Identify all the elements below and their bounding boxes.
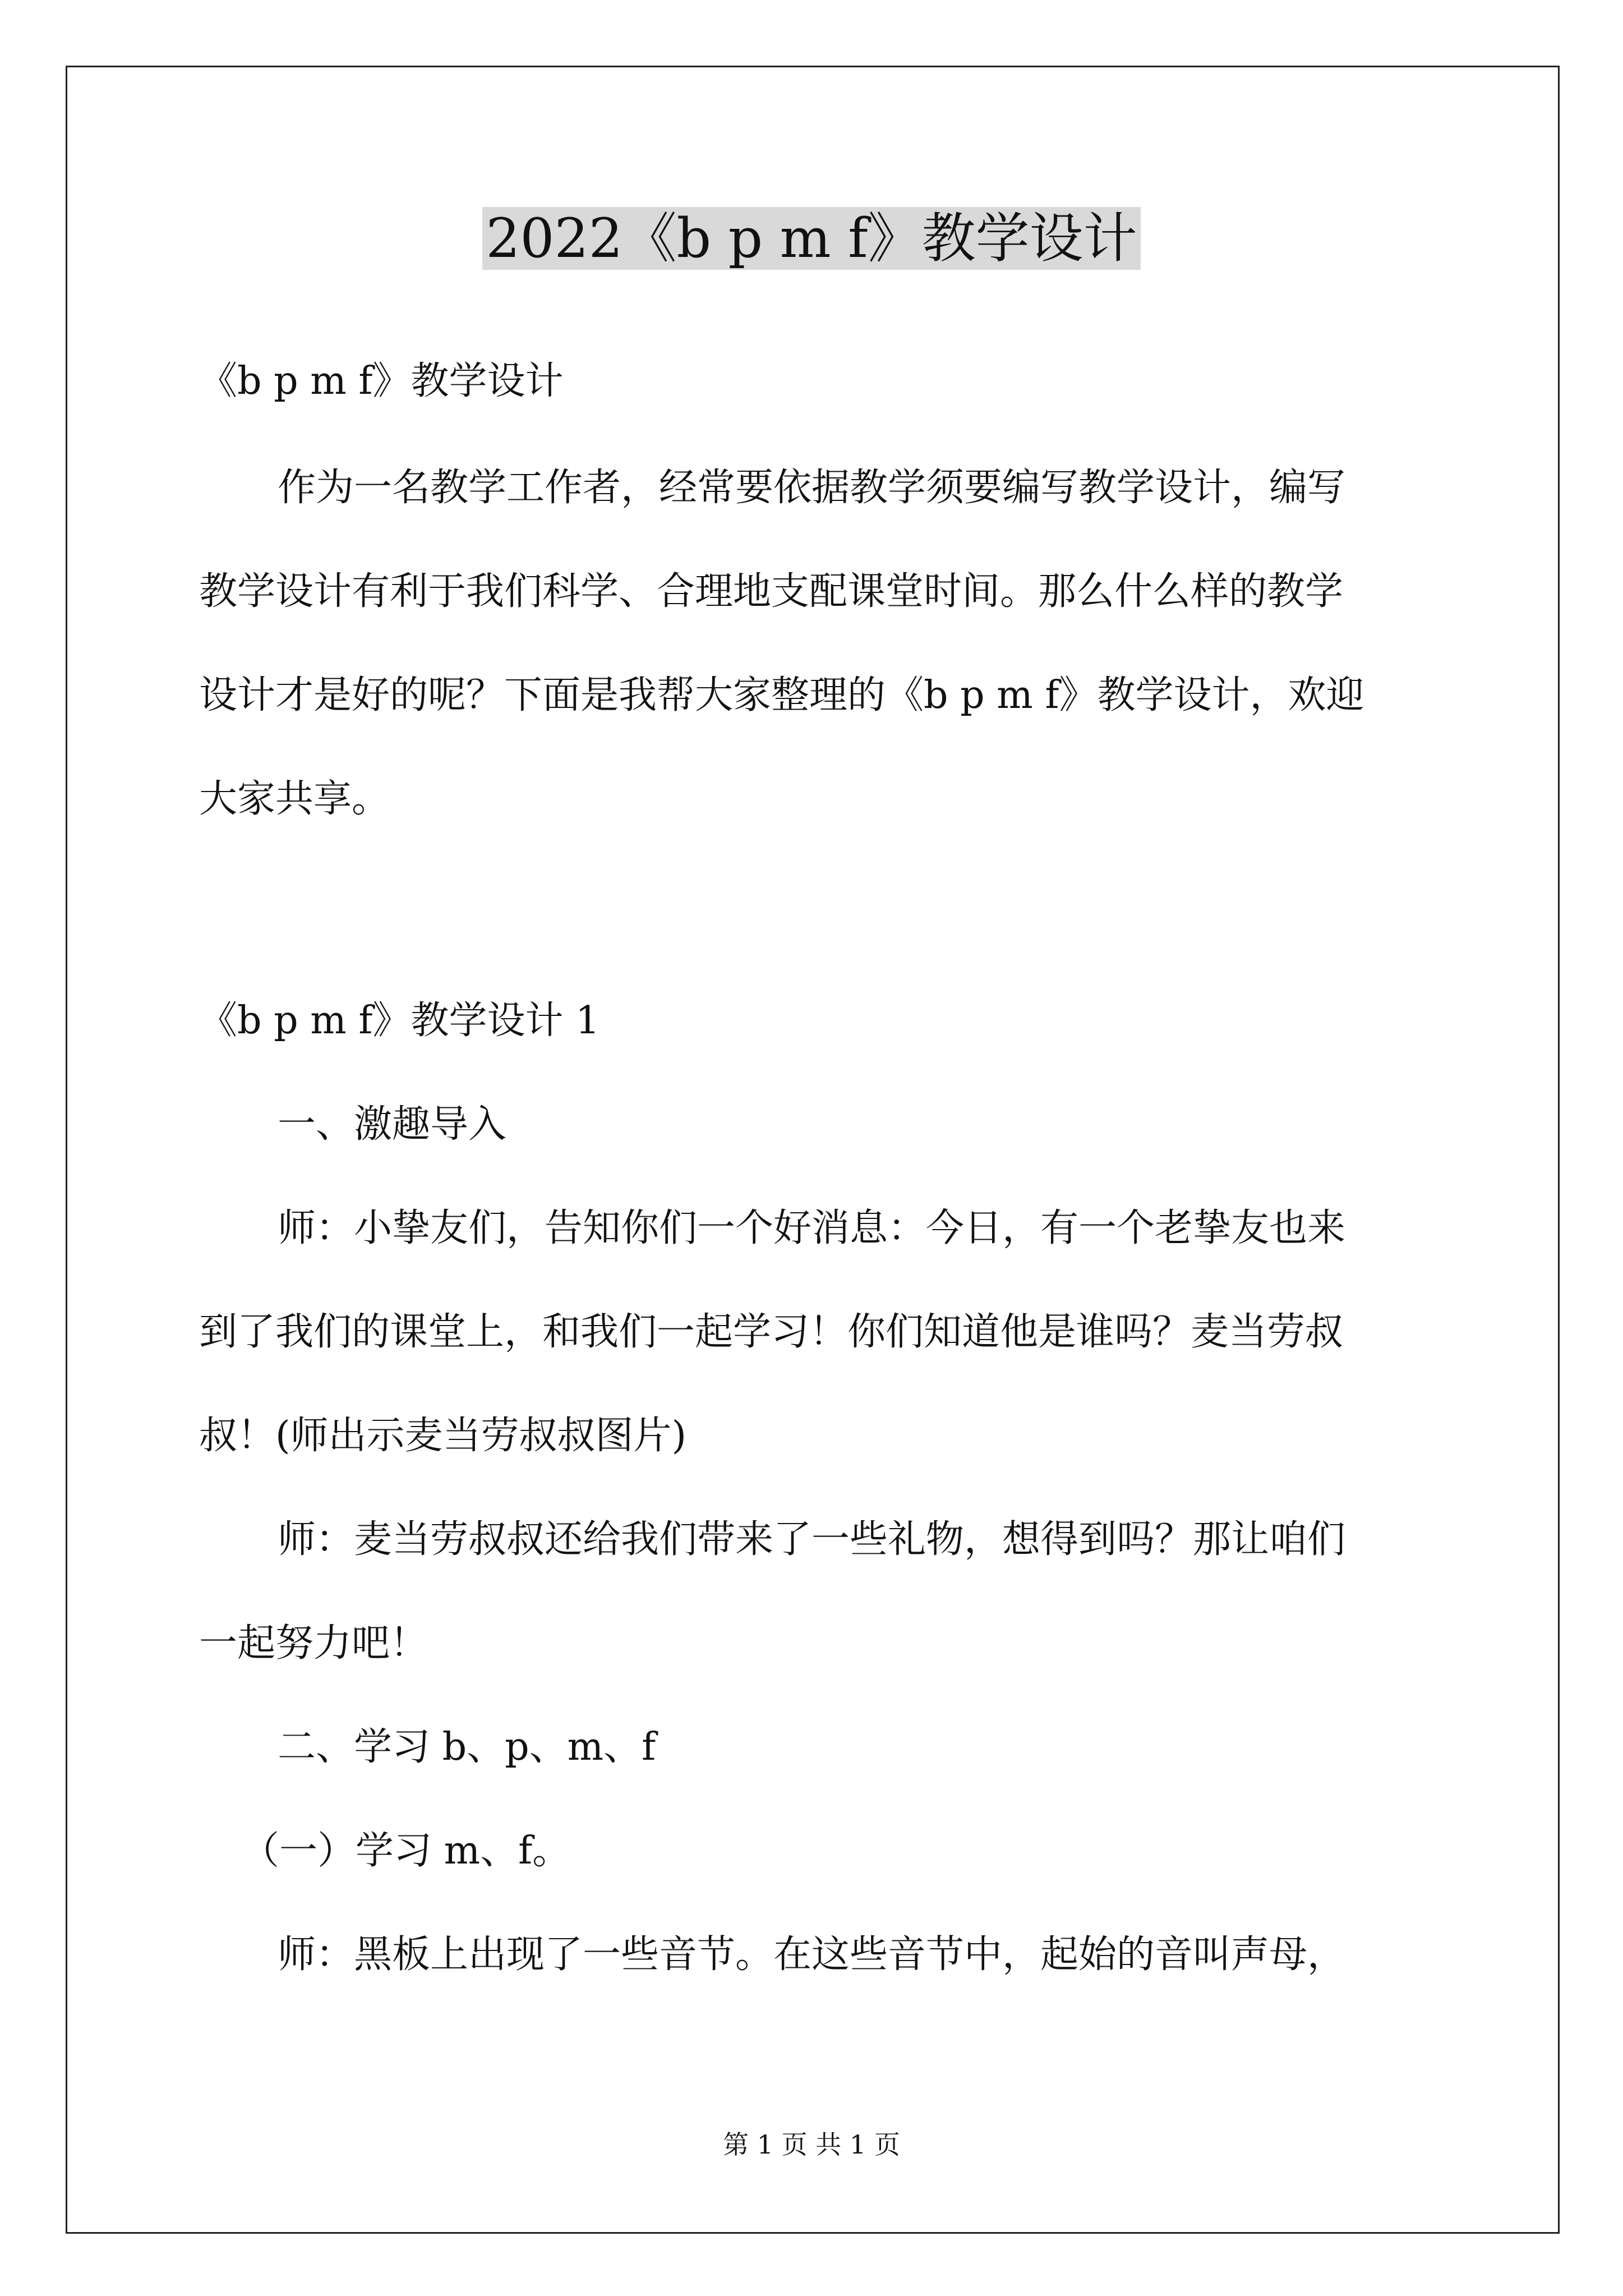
intro-line: 大家共享。 [199, 777, 390, 821]
section-heading: 《b p m f》教学设计 1 [199, 999, 600, 1043]
section-line: 到了我们的课堂上，和我们一起学习！你们知道他是谁吗？麦当劳叔 [199, 1310, 1344, 1354]
page-footer: 第 1 页 共 1 页 [723, 2129, 900, 2160]
document-title [0, 202, 1623, 275]
section-line: 一、激趣导入 [278, 1102, 507, 1147]
title-text: 2022《b p m f》教学设计 [482, 207, 1140, 270]
section-line: 师：黑板上出现了一些音节。在这些音节中，起始的音叫声母， [278, 1932, 1346, 1977]
section-line: 一起努力吧！ [199, 1621, 428, 1665]
section-line: 师：小挚友们，告知你们一个好消息：今日，有一个老挚友也来 [278, 1206, 1346, 1250]
section-line: 二、学习 b、p、m、f [278, 1725, 656, 1769]
section-line: 师：麦当劳叔叔还给我们带来了一些礼物，想得到吗？那让咱们 [278, 1517, 1346, 1562]
intro-line: 设计才是好的呢？下面是我帮大家整理的《b p m f》教学设计，欢迎 [199, 673, 1364, 717]
section-line: 叔！(师出示麦当劳叔叔图片) [199, 1414, 687, 1458]
section-line: （一）学习 m、f。 [241, 1829, 571, 1873]
intro-line: 教学设计有利于我们科学、合理地支配课堂时间。那么什么样的教学 [199, 569, 1344, 614]
document-subtitle: 《b p m f》教学设计 [199, 359, 564, 403]
intro-line: 作为一名教学工作者，经常要依据教学须要编写教学设计，编写 [278, 466, 1346, 510]
